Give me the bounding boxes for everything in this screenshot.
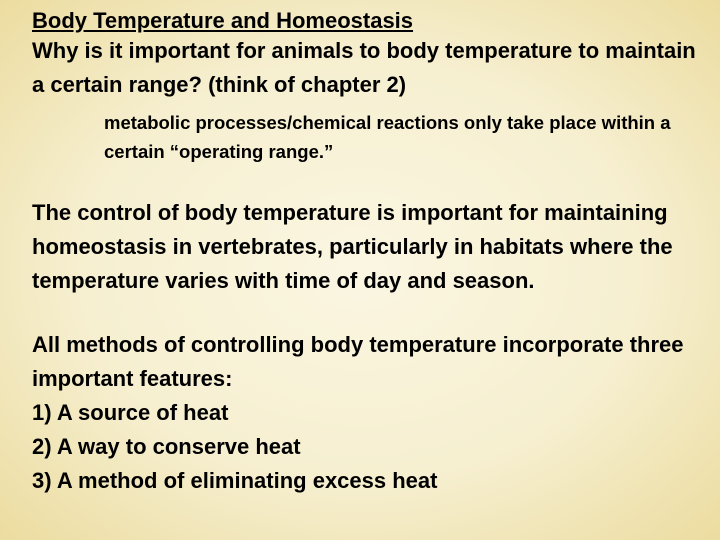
list-item: 1) A source of heat — [32, 400, 229, 425]
list-item: 2) A way to conserve heat — [32, 434, 301, 459]
features-list — [32, 396, 702, 498]
slide-heading: Body Temperature and Homeostasis — [32, 8, 414, 33]
question-text: Why is it important for animals to body temperature to maintain a certain range? (think of chapter 2) — [32, 38, 696, 97]
answer-text: metabolic processes/chemical reactions only take place within a certain “operating range.” — [104, 112, 671, 162]
list-item: 3) A method of eliminating excess heat — [32, 468, 438, 493]
paragraph-homeostasis: The control of body temperature is important for maintaining homeostasis in vertebrates, particularly in habitats where the temperature varies with time of day and season. — [32, 200, 673, 293]
slide-content — [32, 8, 702, 498]
paragraph-methods-intro: All methods of controlling body temperature incorporate three important features: — [32, 332, 684, 391]
